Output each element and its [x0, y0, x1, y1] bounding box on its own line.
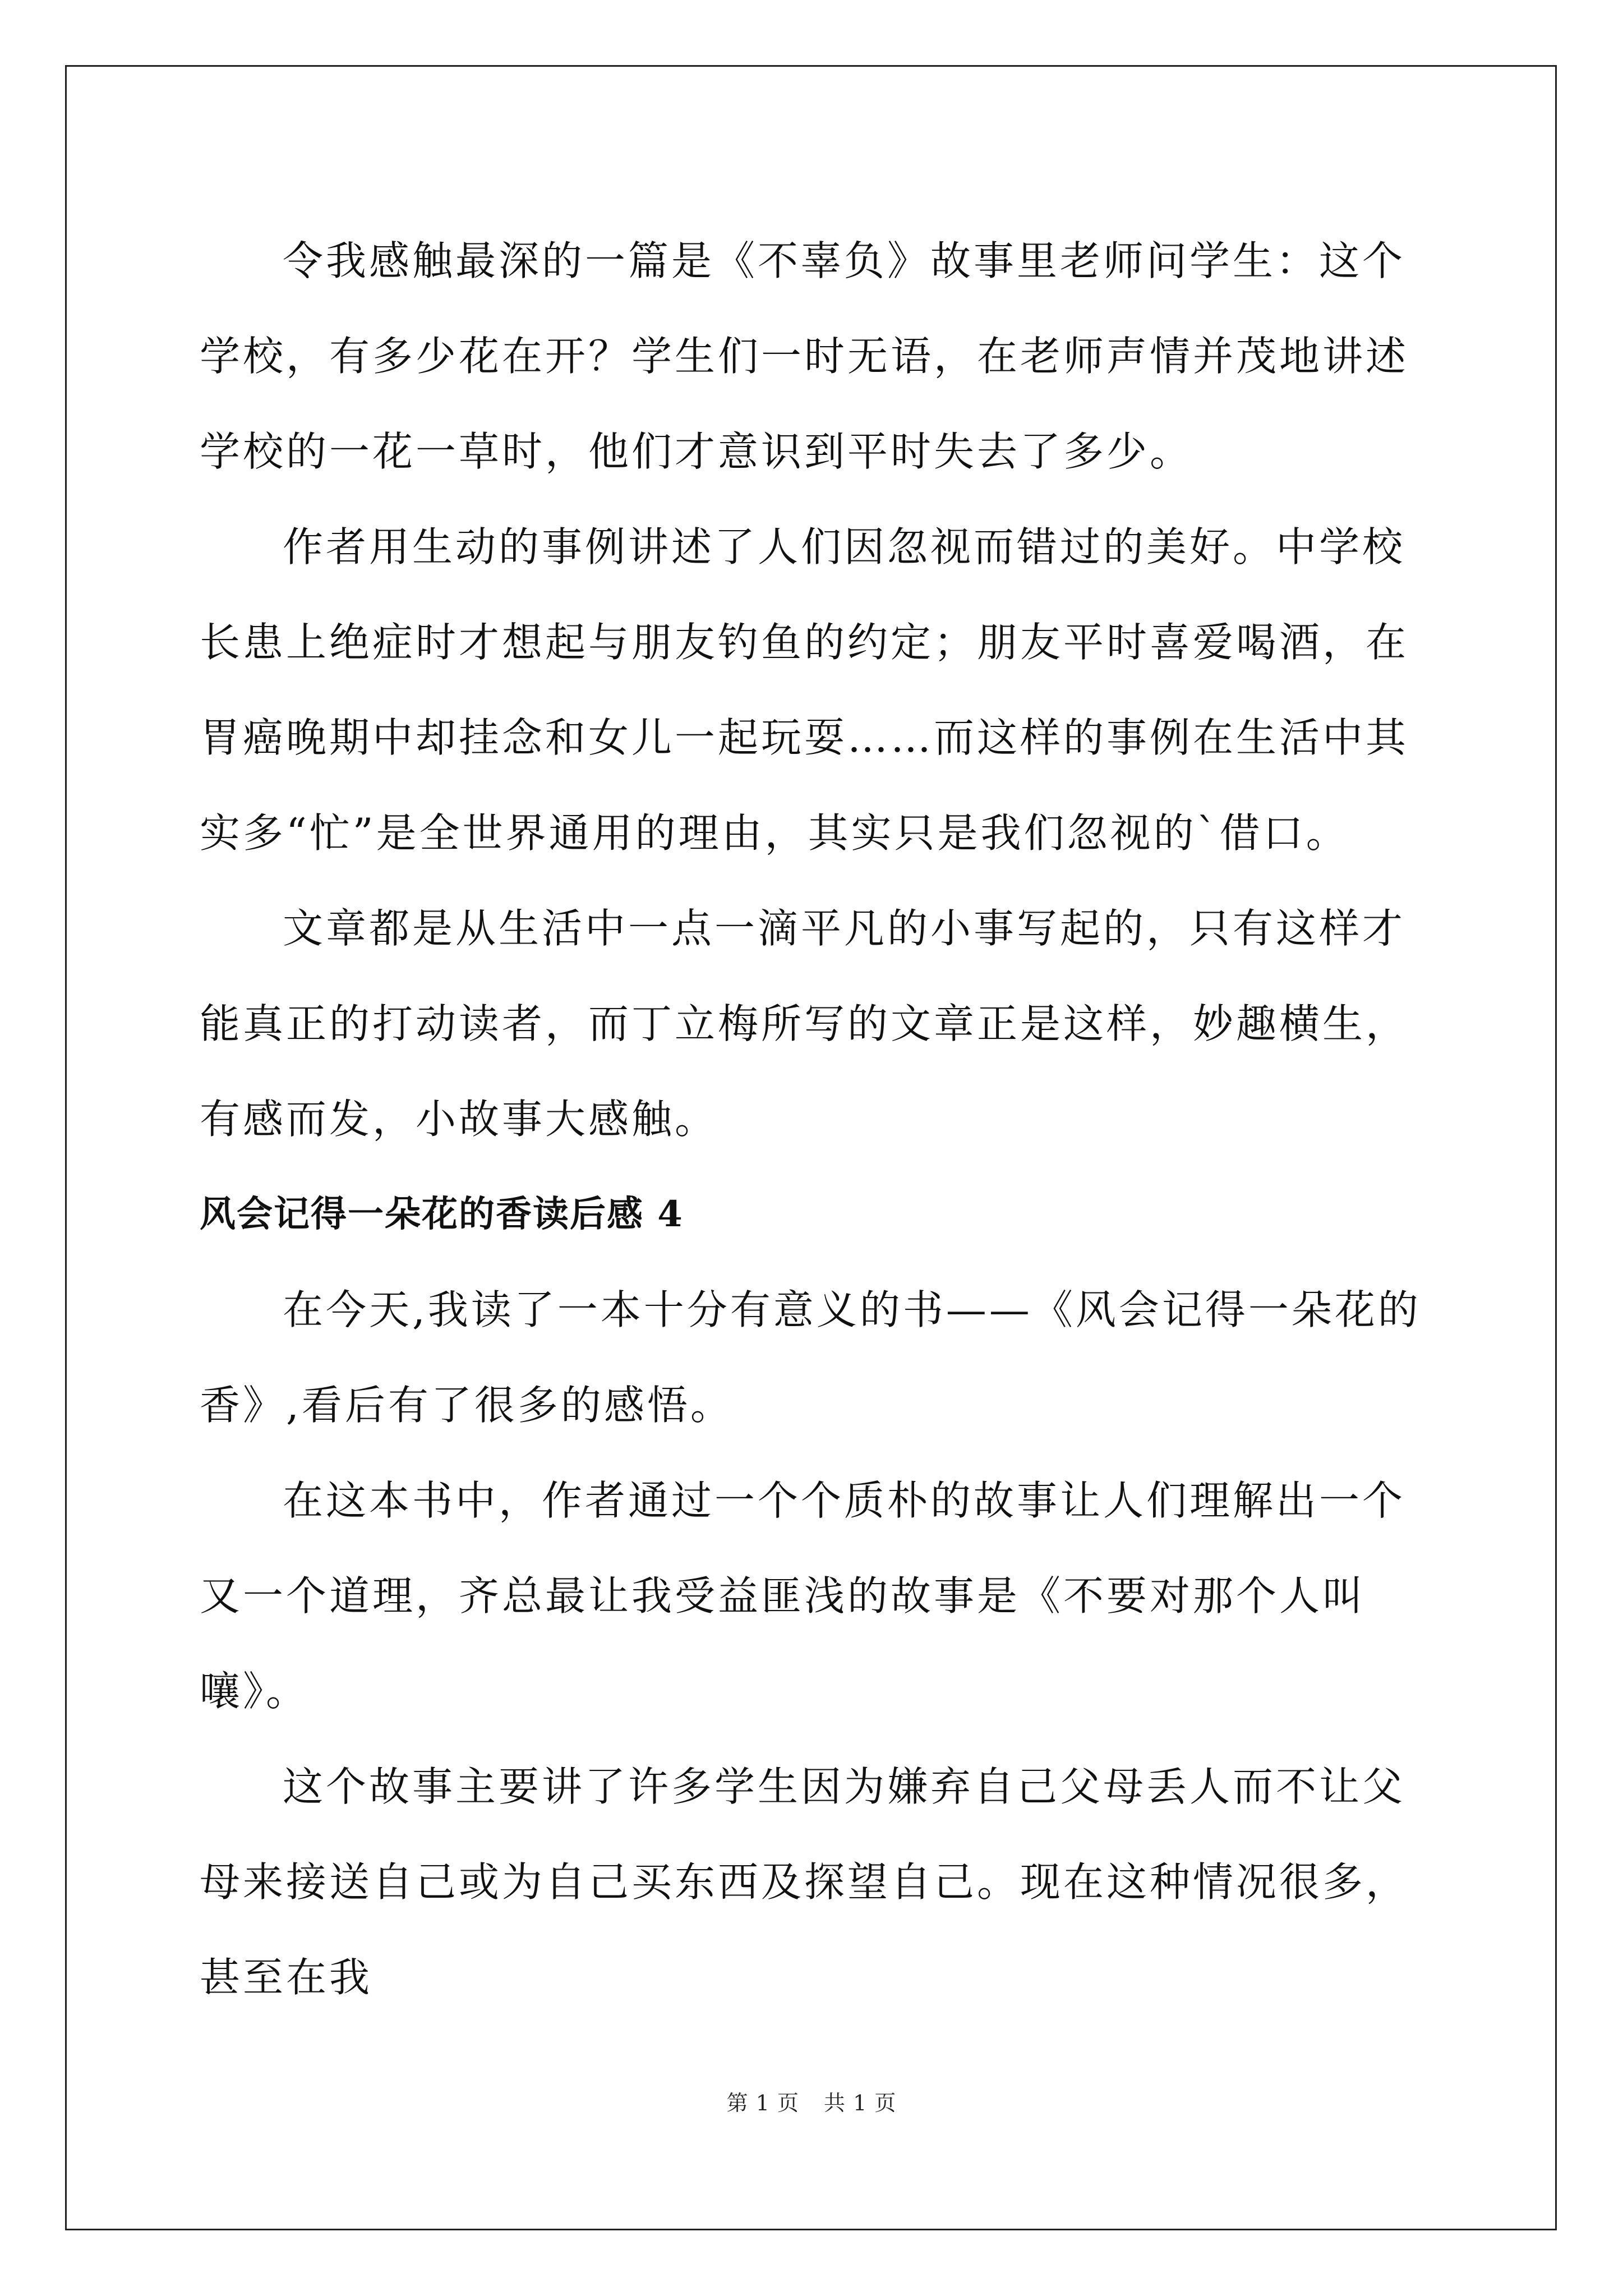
paragraph: 文章都是从生活中一点一滴平凡的小事写起的，只有这样才能真正的打动读者，而丁立梅所写的文章正是这样，妙趣横生，有感而发，小故事大感触。 — [200, 905, 1409, 1143]
page-footer — [0, 2086, 1623, 2116]
page-number: 第 1 页 — [726, 2091, 799, 2115]
paragraph: 令我感触最深的一篇是《不辜负》故事里老师问学生：这个学校，有多少花在开？学生们一时无语，在老师声情并茂地讲述学校的一花一草时，他们才意识到平时失去了多少。 — [200, 237, 1409, 475]
paragraph: 在这本书中，作者通过一个个质朴的故事让人们理解出一个又一个道理，齐总最让我受益匪浅的故事是《不要对那个人叫嚷》。 — [200, 1477, 1406, 1715]
document-body — [200, 213, 1428, 2025]
page-total: 共 1 页 — [824, 2091, 897, 2115]
paragraph: 在今天,我读了一本十分有意义的书——《风会记得一朵花的香》,看后有了很多的感悟。 — [200, 1286, 1421, 1429]
section-heading: 风会记得一朵花的香读后感 4 — [200, 1193, 684, 1235]
paragraph: 作者用生动的事例讲述了人们因忽视而错过的美好。中学校长患上绝症时才想起与朋友钓鱼的约定；朋友平时喜爱喝酒，在胃癌晚期中却挂念和女儿一起玩耍……而这样的事例在生活中其实多“忙”是全世界通用的理由，其实只是我们忽视的`借口。 — [200, 523, 1409, 857]
paragraph: 这个故事主要讲了许多学生因为嫌弃自己父母丢人而不让父母来接送自己或为自己买东西及探望自己。现在这种情况很多，甚至在我 — [200, 1763, 1409, 2001]
